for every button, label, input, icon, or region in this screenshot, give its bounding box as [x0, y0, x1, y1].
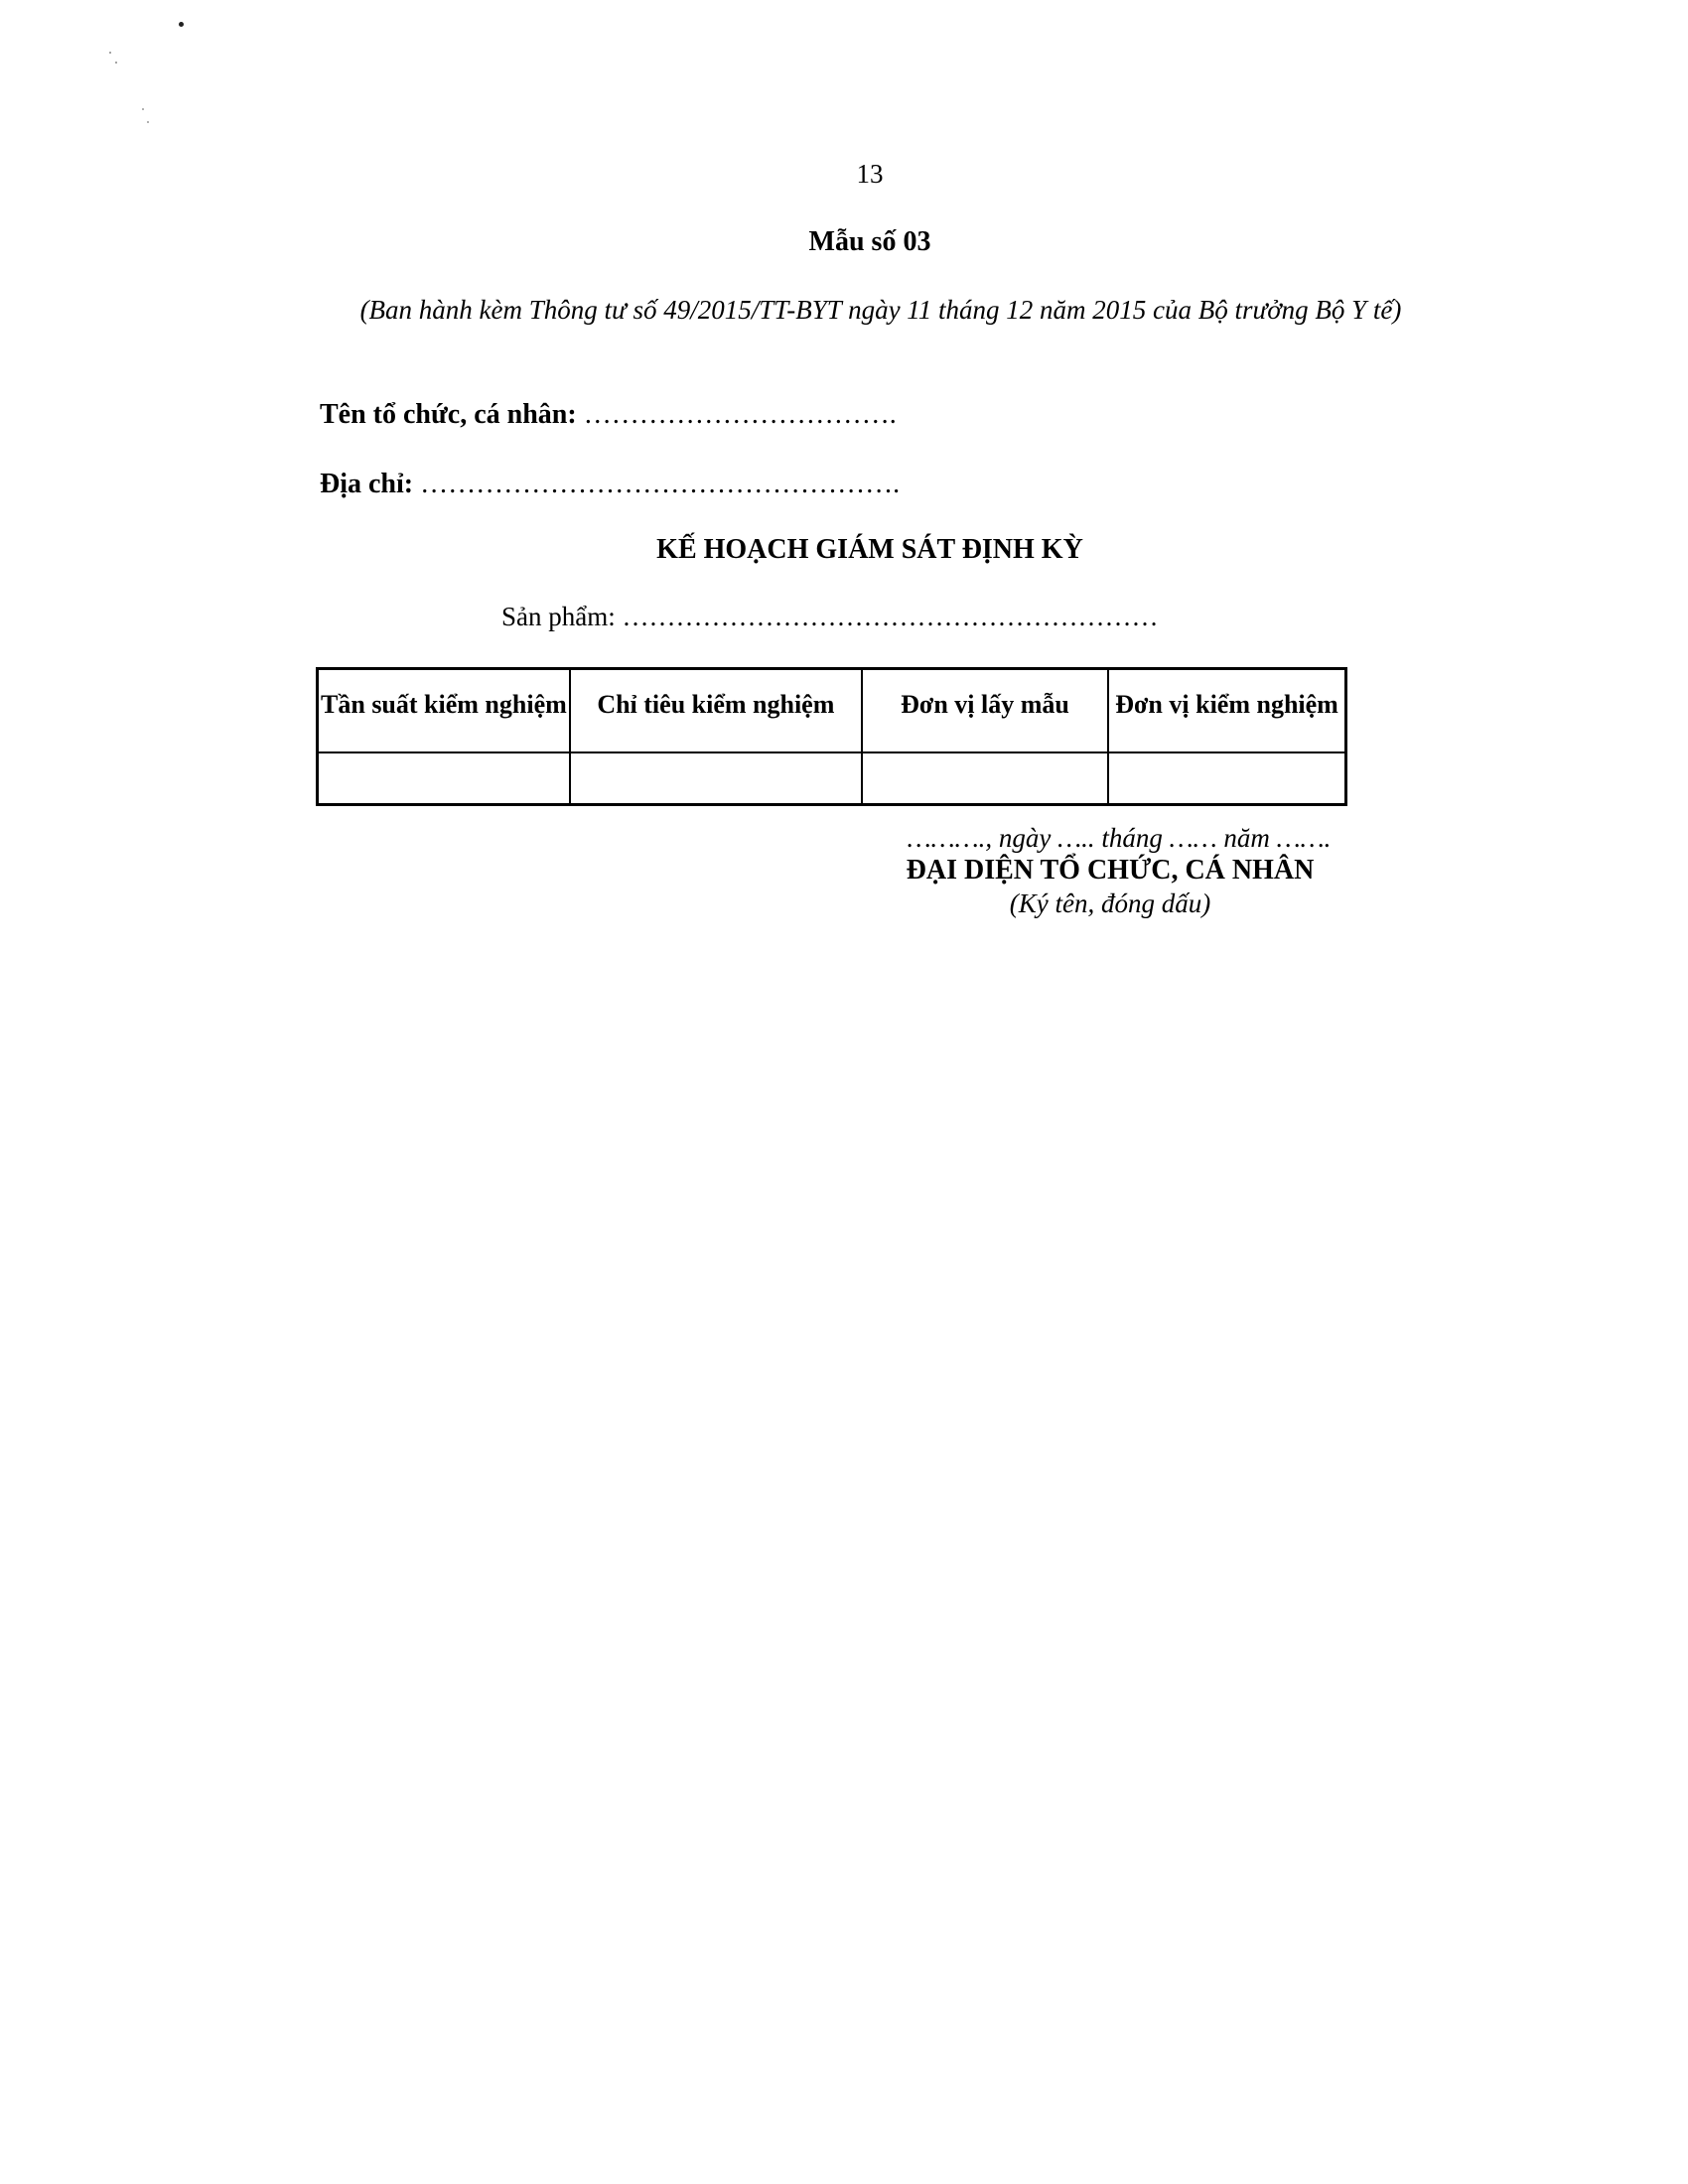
signature-role: ĐẠI DIỆN TỔ CHỨC, CÁ NHÂN [906, 855, 1315, 886]
scan-speck [179, 22, 184, 27]
scan-speck [109, 52, 111, 54]
document-title: KẾ HOẠCH GIÁM SÁT ĐỊNH KỲ [656, 534, 1083, 565]
product-blank[interactable]: …………………………………………………… [622, 602, 1159, 631]
table-cell[interactable] [570, 752, 862, 805]
organization-label: Tên tổ chức, cá nhân: [320, 399, 577, 430]
column-header-frequency: Tần suất kiểm nghiệm [318, 669, 570, 752]
address-blank[interactable]: ……………………………………………. [420, 469, 901, 499]
address-field [320, 469, 900, 500]
signature-note: (Ký tên, đóng dấu) [1009, 888, 1211, 918]
table-row [318, 752, 1346, 805]
monitoring-plan-table [316, 667, 1347, 806]
product-label: Sản phẩm: [501, 602, 616, 631]
column-header-sampling-unit: Đơn vị lấy mẫu [862, 669, 1108, 752]
organization-blank[interactable]: ……………………………. [583, 399, 897, 430]
table-cell[interactable] [1108, 752, 1345, 805]
signature-date-line: ………., ngày ….. tháng …… năm ……. [907, 823, 1332, 853]
column-header-testing-unit: Đơn vị kiểm nghiệm [1108, 669, 1345, 752]
column-header-criteria: Chỉ tiêu kiểm nghiệm [570, 669, 862, 752]
scan-speck [142, 108, 144, 110]
address-label: Địa chỉ: [320, 469, 414, 499]
scan-speck [147, 121, 149, 123]
table-cell[interactable] [318, 752, 570, 805]
form-number: Mẫu số 03 [808, 226, 931, 257]
table-cell[interactable] [862, 752, 1108, 805]
issuance-note: (Ban hành kèm Thông tư số 49/2015/TT-BYT ngày 11 tháng 12 năm 2015 của Bộ trưởng Bộ Y tế) [359, 295, 1402, 325]
product-field [501, 602, 1159, 632]
organization-field [320, 399, 897, 431]
table-header-row [318, 669, 1346, 752]
scan-speck [115, 62, 117, 64]
page-number: 13 [856, 159, 884, 189]
